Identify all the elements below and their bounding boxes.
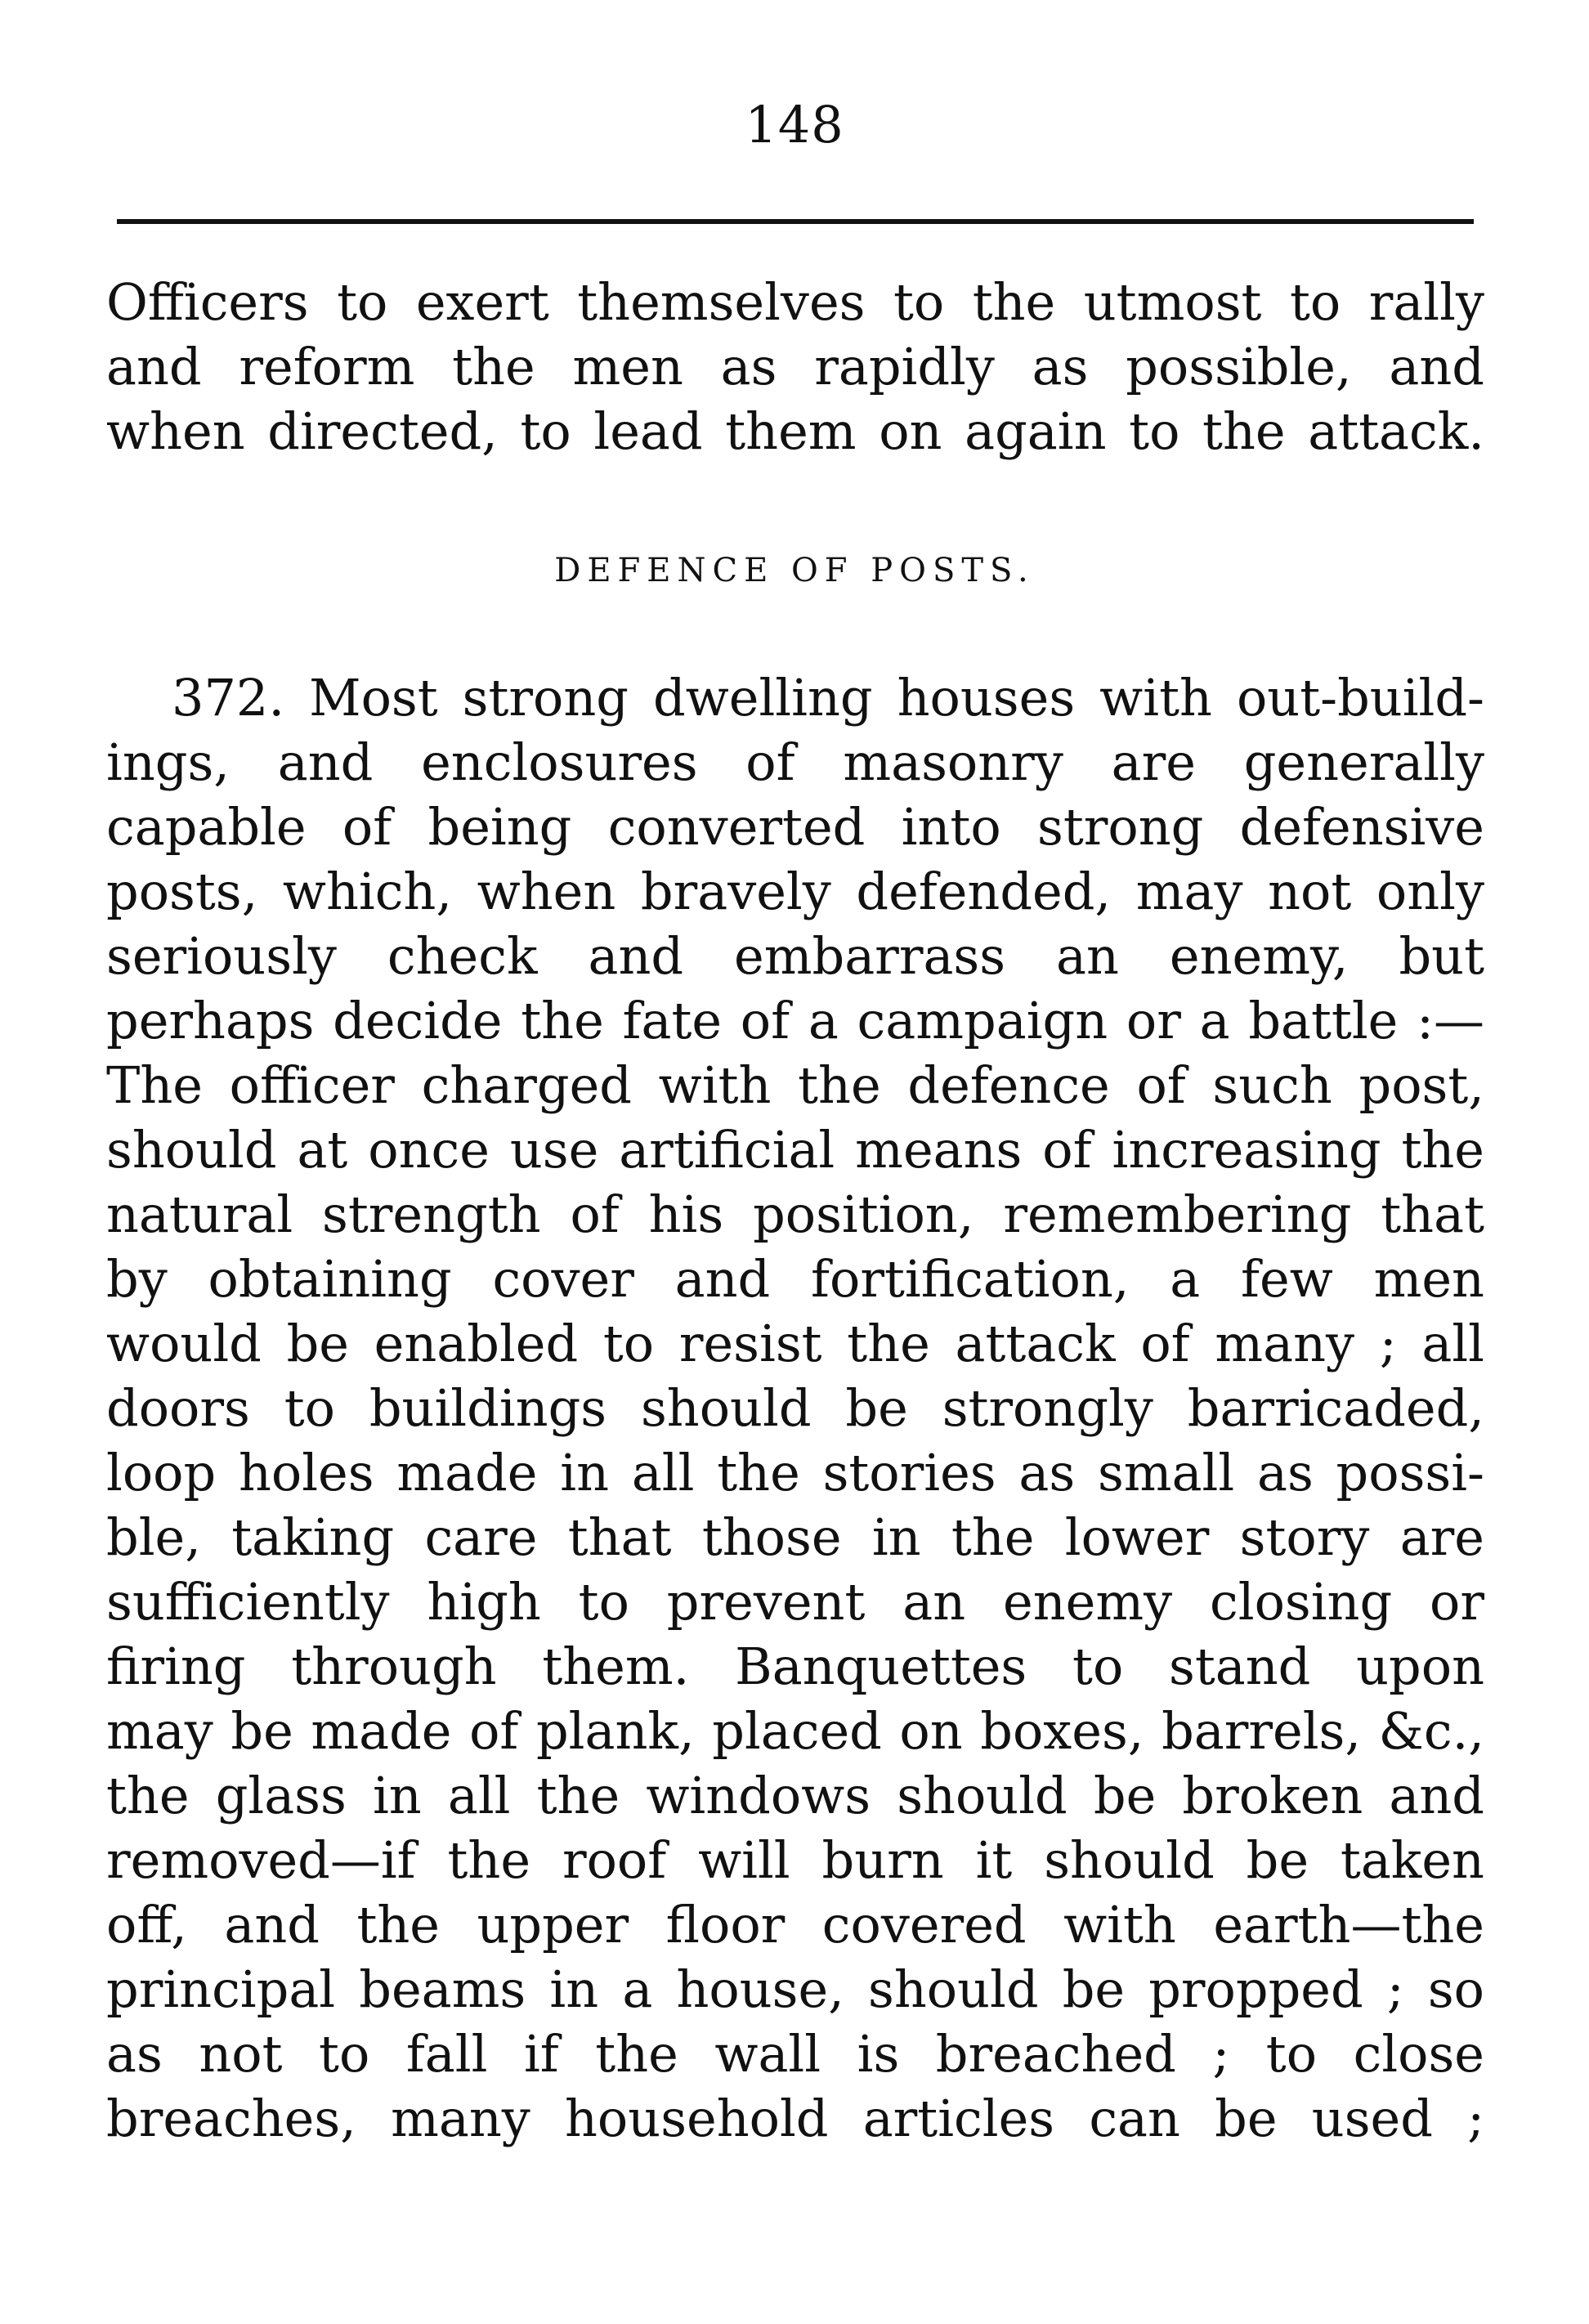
text-line: off, and the upper floor covered with earth—the — [106, 1895, 1484, 1955]
top-paragraph — [106, 270, 1484, 463]
text-line: the glass in all the windows should be broken and — [106, 1766, 1484, 1825]
text-line: by obtaining cover and fortification, a few men — [106, 1249, 1484, 1309]
text-line: seriously check and embarrass an enemy, but — [106, 926, 1484, 986]
text-line: perhaps decide the fate of a campaign or a battle :— — [106, 991, 1484, 1050]
header-rule — [117, 219, 1474, 224]
text-line: doors to buildings should be strongly barricaded, — [106, 1378, 1484, 1438]
text-line: Officers to exert themselves to the utmost to rally — [106, 272, 1484, 332]
text-line: The officer charged with the defence of such post, — [106, 1055, 1484, 1115]
text-line: may be made of plank, placed on boxes, barrels, &c., — [106, 1701, 1484, 1761]
text-line: loop holes made in all the stories as small as possi- — [106, 1443, 1484, 1502]
text-line: ings, and enclosures of masonry are generally — [106, 732, 1484, 792]
text-line: 372. Most strong dwelling houses with out-build- — [172, 668, 1484, 728]
text-line: natural strength of his position, remembering that — [106, 1184, 1484, 1244]
text-line: breaches, many household articles can be used ; — [106, 2089, 1484, 2148]
text-line: ble, taking care that those in the lower story are — [106, 1507, 1484, 1567]
text-line: principal beams in a house, should be propped ; so — [106, 1959, 1484, 2019]
text-line: capable of being converted into strong defensive — [106, 797, 1484, 857]
text-line: when directed, to lead them on again to the attack. — [106, 401, 1484, 461]
text-line: removed—if the roof will burn it should be taken — [106, 1830, 1484, 1890]
text-line: sufficiently high to prevent an enemy closing or — [106, 1572, 1484, 1632]
page-number: 148 — [745, 95, 844, 154]
text-line: as not to fall if the wall is breached ; to close — [106, 2024, 1484, 2084]
main-paragraph — [106, 665, 1484, 2151]
section-heading: DEFENCE OF POSTS. — [554, 552, 1035, 589]
text-line: and reform the men as rapidly as possible, and — [106, 337, 1484, 396]
text-line: would be enabled to resist the attack of many ; all — [106, 1314, 1484, 1373]
text-line: firing through them. Banquettes to stand upon — [106, 1637, 1484, 1696]
text-line: should at once use artificial means of increasing the — [106, 1120, 1484, 1180]
text-line: posts, which, when bravely defended, may not only — [106, 862, 1484, 921]
